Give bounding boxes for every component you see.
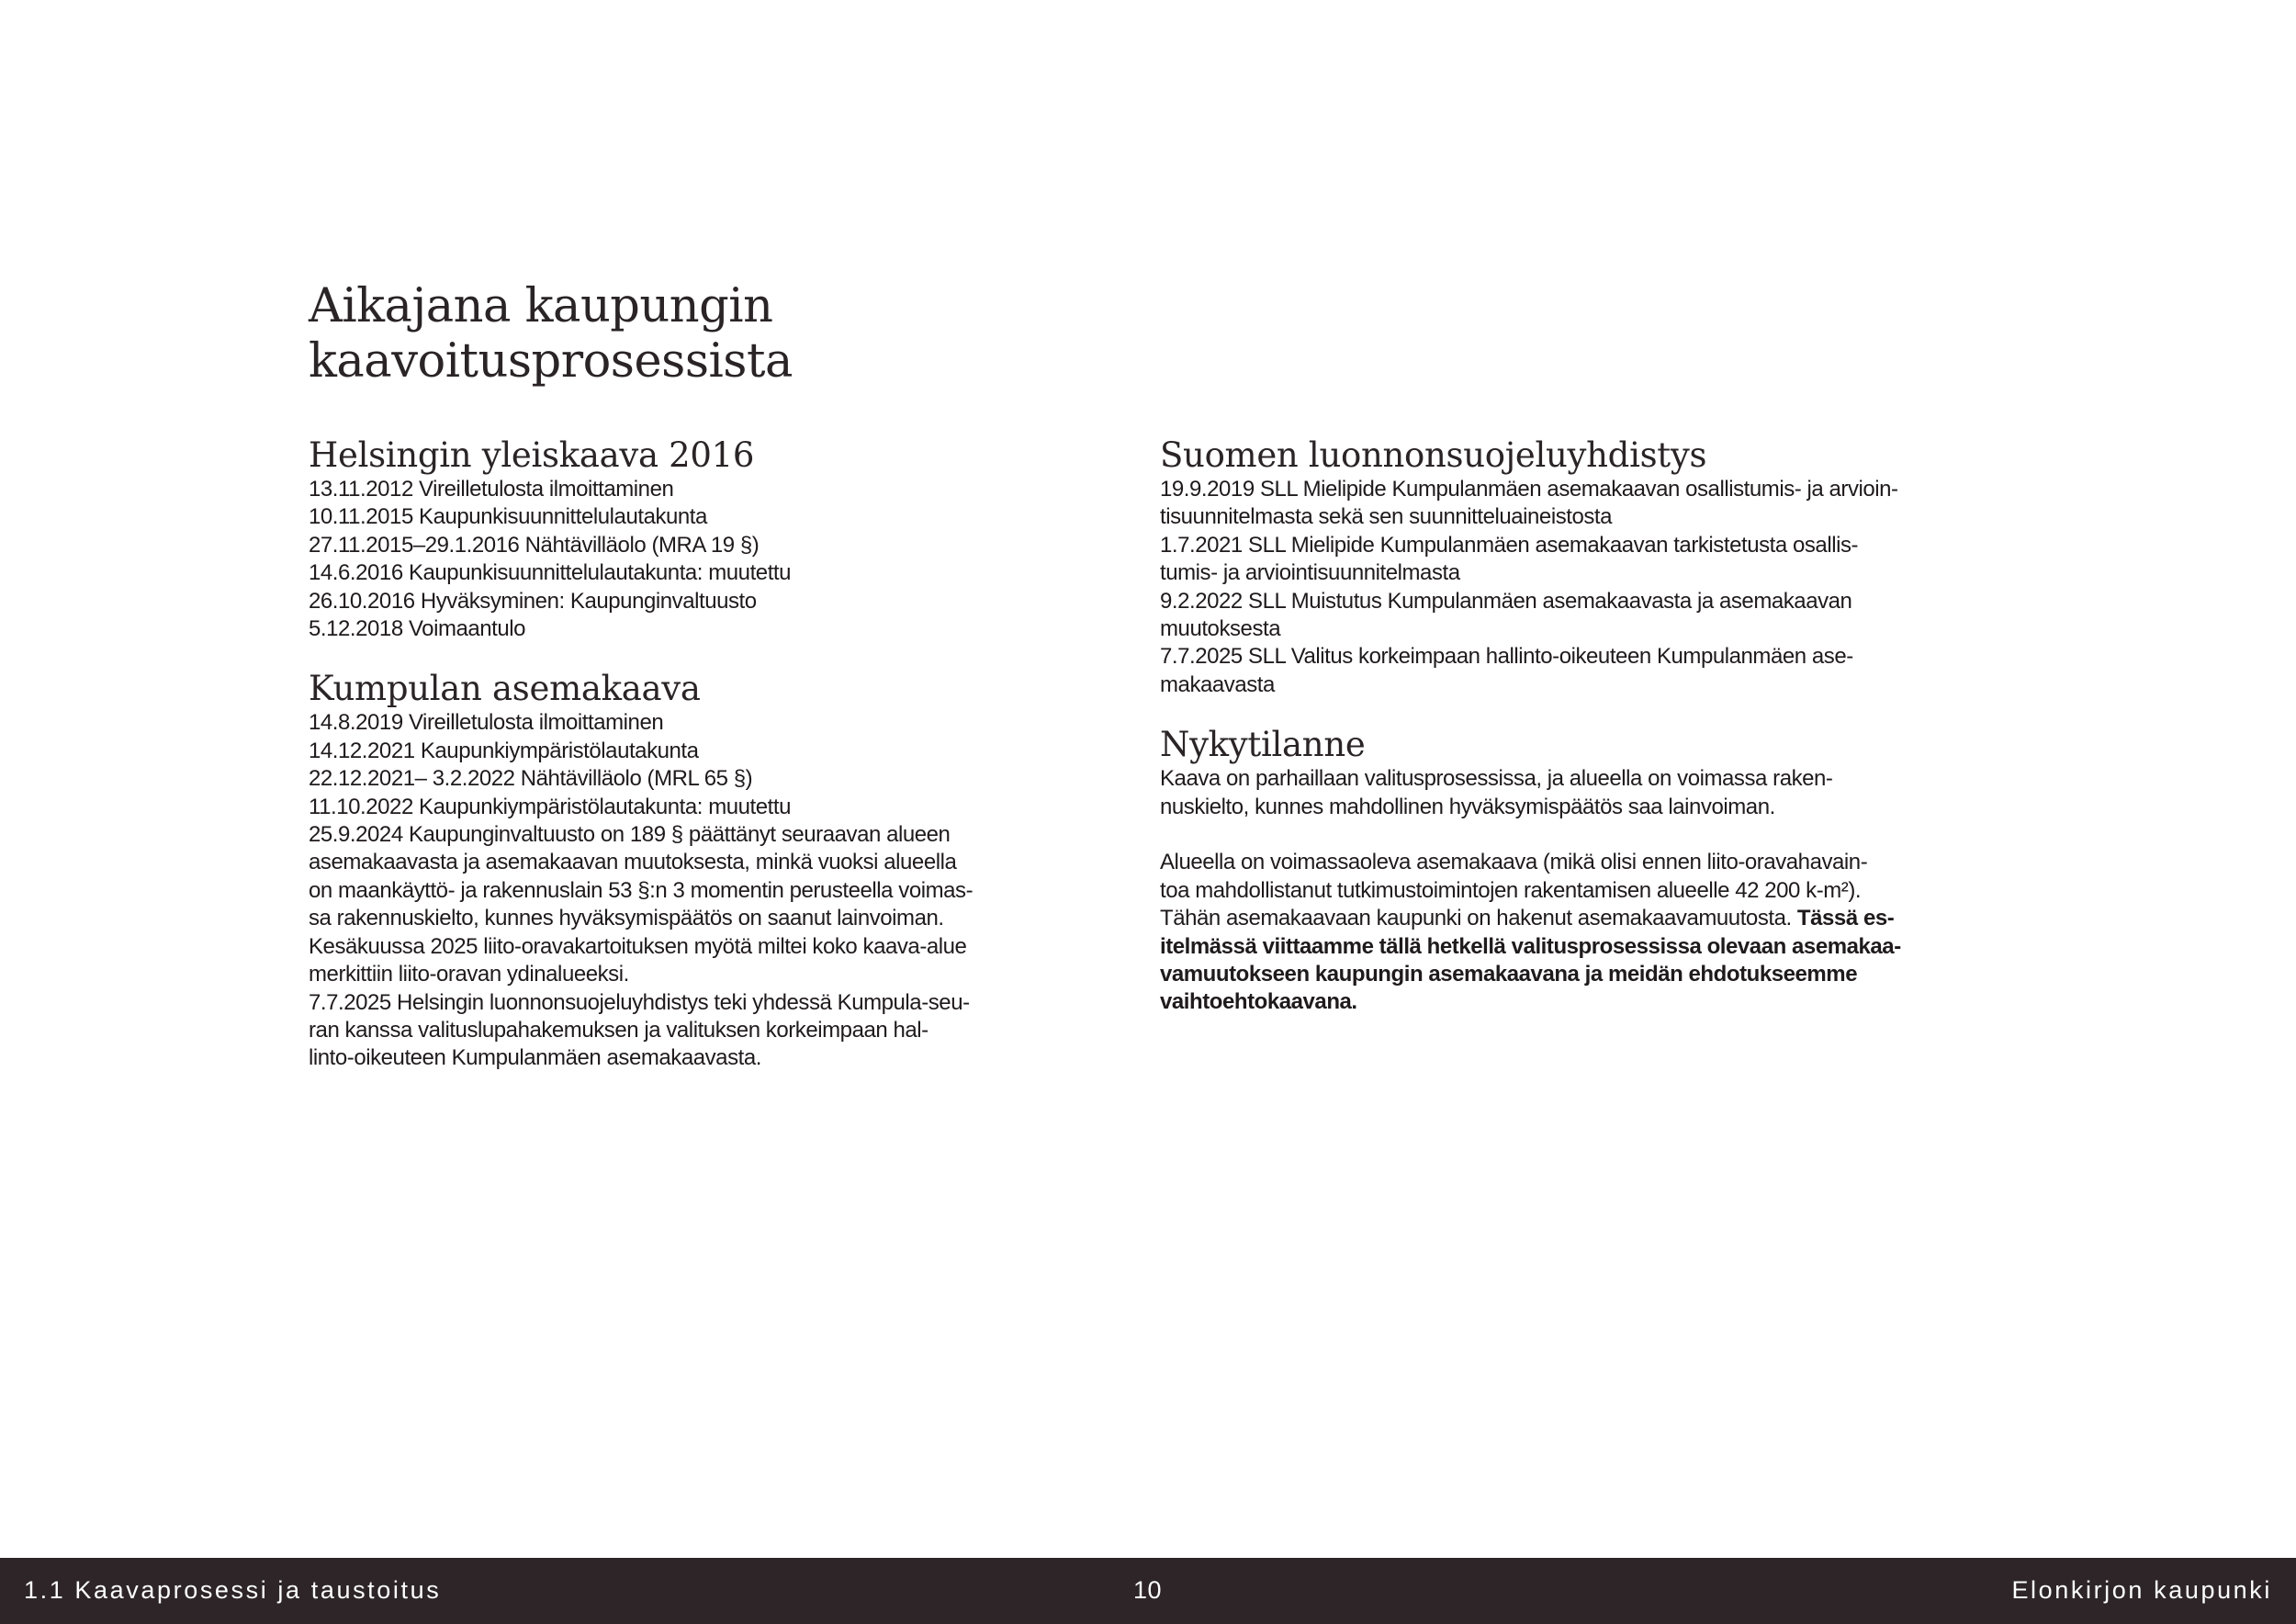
emphasis-text: Tässä es- — [1796, 906, 1895, 931]
section-asemakaava — [309, 669, 1080, 1072]
page-footer — [0, 1558, 2296, 1624]
timeline-entry: 13.11.2012 Vireilletulosta ilmoittaminen — [309, 477, 674, 502]
timeline-entry: 9.2.2022 SLL Muistutus Kumpulanmäen asemakaavasta ja asemakaavan — [1160, 588, 1852, 614]
emphasis-line: vaihtoehtokaavana. — [1160, 989, 1357, 1015]
timeline-entry: muutoksesta — [1160, 616, 1281, 642]
timeline-entry: 19.9.2019 SLL Mielipide Kumpulanmäen asemakaavan osallistumis- ja arvioin- — [1160, 477, 1898, 502]
timeline-entry: 7.7.2025 Helsingin luonnonsuojeluyhdistys teki yhdessä Kumpula-seu- — [309, 989, 970, 1015]
timeline-entry: on maankäyttö- ja rakennuslain 53 §:n 3 momentin perusteella voimas- — [309, 877, 974, 903]
timeline-entry: 7.7.2025 SLL Valitus korkeimpaan hallinto-oikeuteen Kumpulanmäen ase- — [1160, 644, 1853, 670]
paragraph-gap — [1160, 821, 2005, 849]
section-nykytilanne — [1160, 725, 2005, 1017]
footer-publication-title: Elonkirjon kaupunki — [2011, 1576, 2272, 1604]
paragraph-line: Alueella on voimassaoleva asemakaava (mikä olisi ennen liito-oravahavain- — [1160, 850, 1868, 875]
page-title — [309, 279, 1135, 389]
timeline-entry: 14.12.2021 Kaupunkiympäristölautakunta — [309, 738, 699, 763]
timeline-entry: 14.8.2019 Vireilletulosta ilmoittaminen — [309, 710, 664, 736]
paragraph-line — [1160, 905, 2005, 932]
section-sll — [1160, 435, 2005, 699]
timeline-entry: 1.7.2021 SLL Mielipide Kumpulanmäen asemakaavan tarkistetusta osallis- — [1160, 532, 1859, 558]
timeline-entry: 25.9.2024 Kaupunginvaltuusto on 189 § päättänyt seuraavan alueen — [309, 822, 951, 848]
timeline-entry: tumis- ja arviointisuunnitelmasta — [1160, 560, 1460, 586]
timeline-entry: tisuunnitelmasta sekä sen suunnitteluaineistosta — [1160, 504, 1613, 530]
timeline-asemakaava — [309, 709, 1080, 1072]
timeline-entry: makaavasta — [1160, 671, 1275, 697]
timeline-entry: linto-oikeuteen Kumpulanmäen asemakaavasta. — [309, 1045, 761, 1071]
page-number: 10 — [1133, 1576, 1163, 1604]
timeline-entry: merkittiin liito-oravan ydinalueeksi. — [309, 962, 629, 987]
timeline-entry: 26.10.2016 Hyväksyminen: Kaupunginvaltuusto — [309, 588, 757, 614]
timeline-entry: 22.12.2021– 3.2.2022 Nähtävilläolo (MRL 65 §) — [309, 766, 753, 792]
section-heading-sll: Suomen luonnonsuojeluyhdistys — [1160, 435, 1707, 475]
right-column — [1160, 435, 2005, 1017]
left-column — [309, 435, 1080, 1073]
timeline-entry: Kesäkuussa 2025 liito-oravakartoituksen myötä miltei koko kaava-alue — [309, 933, 967, 959]
section-heading-nykytilanne: Nykytilanne — [1160, 725, 1366, 765]
timeline-entry: 11.10.2022 Kaupunkiympäristölautakunta: muutettu — [309, 794, 791, 819]
paragraph-text: Tähän asemakaavaan kaupunki on hakenut asemakaavamuutosta. — [1160, 906, 1797, 931]
nykytilanne-text — [1160, 765, 2005, 1017]
timeline-entry: 14.6.2016 Kaupunkisuunnittelulautakunta: muutettu — [309, 560, 792, 586]
section-yleiskaava — [309, 435, 1080, 643]
timeline-entry: 10.11.2015 Kaupunkisuunnittelulautakunta — [309, 504, 707, 530]
timeline-entry: 27.11.2015–29.1.2016 Nähtävilläolo (MRA 19 §) — [309, 532, 760, 558]
emphasis-line: vamuutokseen kaupungin asemakaavana ja meidän ehdotukseemme — [1160, 962, 1858, 987]
page-title-line-2: kaavoitusprosessista — [309, 334, 793, 389]
paragraph-line: Kaava on parhaillaan valitusprosessissa, ja alueella on voimassa raken- — [1160, 766, 1833, 792]
paragraph-line: toa mahdollistanut tutkimustoimintojen rakentamisen alueelle 42 200 k-m²). — [1160, 877, 1862, 903]
footer-section-title: 1.1 Kaavaprosessi ja taustoitus — [24, 1576, 442, 1604]
timeline-entry: asemakaavasta ja asemakaavan muutoksesta, minkä vuoksi alueella — [309, 850, 957, 875]
timeline-entry: sa rakennuskielto, kunnes hyväksymispäätös on saanut lainvoiman. — [309, 906, 944, 931]
paragraph-line: nuskielto, kunnes mahdollinen hyväksymispäätös saa lainvoiman. — [1160, 794, 1775, 819]
emphasis-line: itelmässä viittaamme tällä hetkellä valitusprosessissa olevaan asemakaa- — [1160, 933, 1901, 959]
timeline-entry: ran kanssa valituslupahakemuksen ja valituksen korkeimpaan hal- — [309, 1017, 929, 1043]
timeline-entry: 5.12.2018 Voimaantulo — [309, 616, 526, 642]
section-heading-yleiskaava: Helsingin yleiskaava 2016 — [309, 435, 755, 475]
timeline-yleiskaava — [309, 476, 1080, 643]
timeline-sll — [1160, 476, 2005, 699]
page-title-line-1: Aikajana kaupungin — [309, 279, 773, 333]
section-heading-asemakaava: Kumpulan asemakaava — [309, 669, 701, 709]
